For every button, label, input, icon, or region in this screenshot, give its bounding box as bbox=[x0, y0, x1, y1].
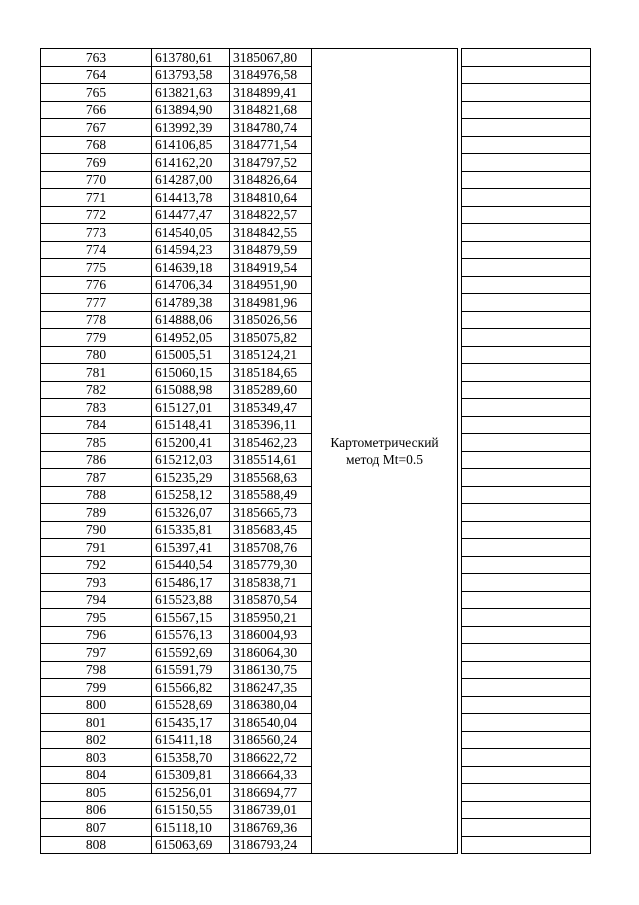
point-number-cell: 774 bbox=[41, 241, 152, 259]
empty-cell bbox=[462, 644, 591, 662]
empty-cell bbox=[462, 49, 591, 67]
empty-cell bbox=[462, 574, 591, 592]
empty-cell bbox=[462, 556, 591, 574]
table-row bbox=[41, 49, 591, 67]
empty-cell bbox=[462, 101, 591, 119]
empty-cell bbox=[462, 469, 591, 487]
empty-cell bbox=[462, 329, 591, 347]
point-number-cell: 790 bbox=[41, 521, 152, 539]
point-number-cell: 779 bbox=[41, 329, 152, 347]
point-number-cell: 793 bbox=[41, 574, 152, 592]
point-number-cell: 806 bbox=[41, 801, 152, 819]
empty-cell bbox=[462, 591, 591, 609]
y-coordinate-cell: 3185779,30 bbox=[230, 556, 312, 574]
y-coordinate-cell: 3185184,65 bbox=[230, 364, 312, 382]
point-number-cell: 780 bbox=[41, 346, 152, 364]
y-coordinate-cell: 3184780,74 bbox=[230, 119, 312, 137]
x-coordinate-cell: 615258,12 bbox=[152, 486, 230, 504]
x-coordinate-cell: 615118,10 bbox=[152, 819, 230, 837]
x-coordinate-cell: 615256,01 bbox=[152, 784, 230, 802]
point-number-cell: 766 bbox=[41, 101, 152, 119]
point-number-cell: 764 bbox=[41, 66, 152, 84]
y-coordinate-cell: 3185462,23 bbox=[230, 434, 312, 452]
empty-cell bbox=[462, 259, 591, 277]
point-number-cell: 784 bbox=[41, 416, 152, 434]
x-coordinate-cell: 615063,69 bbox=[152, 836, 230, 854]
point-number-cell: 794 bbox=[41, 591, 152, 609]
x-coordinate-cell: 613780,61 bbox=[152, 49, 230, 67]
x-coordinate-cell: 615523,88 bbox=[152, 591, 230, 609]
point-number-cell: 775 bbox=[41, 259, 152, 277]
y-coordinate-cell: 3186793,24 bbox=[230, 836, 312, 854]
y-coordinate-cell: 3185067,80 bbox=[230, 49, 312, 67]
x-coordinate-cell: 615567,15 bbox=[152, 609, 230, 627]
point-number-cell: 805 bbox=[41, 784, 152, 802]
x-coordinate-cell: 615060,15 bbox=[152, 364, 230, 382]
y-coordinate-cell: 3184821,68 bbox=[230, 101, 312, 119]
x-coordinate-cell: 615212,03 bbox=[152, 451, 230, 469]
empty-cell bbox=[462, 836, 591, 854]
method-cell: Картометрический метод Mt=0.5 bbox=[312, 49, 458, 854]
y-coordinate-cell: 3186540,04 bbox=[230, 714, 312, 732]
y-coordinate-cell: 3184981,96 bbox=[230, 294, 312, 312]
point-number-cell: 786 bbox=[41, 451, 152, 469]
y-coordinate-cell: 3186130,75 bbox=[230, 661, 312, 679]
y-coordinate-cell: 3185289,60 bbox=[230, 381, 312, 399]
x-coordinate-cell: 614106,85 bbox=[152, 136, 230, 154]
point-number-cell: 783 bbox=[41, 399, 152, 417]
point-number-cell: 763 bbox=[41, 49, 152, 67]
y-coordinate-cell: 3185124,21 bbox=[230, 346, 312, 364]
empty-cell bbox=[462, 521, 591, 539]
x-coordinate-cell: 615148,41 bbox=[152, 416, 230, 434]
x-coordinate-cell: 615150,55 bbox=[152, 801, 230, 819]
empty-cell bbox=[462, 206, 591, 224]
point-number-cell: 797 bbox=[41, 644, 152, 662]
point-number-cell: 773 bbox=[41, 224, 152, 242]
point-number-cell: 800 bbox=[41, 696, 152, 714]
y-coordinate-cell: 3184899,41 bbox=[230, 84, 312, 102]
y-coordinate-cell: 3184810,64 bbox=[230, 189, 312, 207]
y-coordinate-cell: 3184919,54 bbox=[230, 259, 312, 277]
empty-cell bbox=[462, 731, 591, 749]
point-number-cell: 807 bbox=[41, 819, 152, 837]
x-coordinate-cell: 614540,05 bbox=[152, 224, 230, 242]
y-coordinate-cell: 3185683,45 bbox=[230, 521, 312, 539]
empty-cell bbox=[462, 819, 591, 837]
point-number-cell: 765 bbox=[41, 84, 152, 102]
point-number-cell: 782 bbox=[41, 381, 152, 399]
empty-cell bbox=[462, 364, 591, 382]
x-coordinate-cell: 614477,47 bbox=[152, 206, 230, 224]
empty-cell bbox=[462, 609, 591, 627]
empty-cell bbox=[462, 539, 591, 557]
x-coordinate-cell: 614413,78 bbox=[152, 189, 230, 207]
empty-cell bbox=[462, 504, 591, 522]
x-coordinate-cell: 613821,63 bbox=[152, 84, 230, 102]
point-number-cell: 803 bbox=[41, 749, 152, 767]
point-number-cell: 798 bbox=[41, 661, 152, 679]
x-coordinate-cell: 614706,34 bbox=[152, 276, 230, 294]
y-coordinate-cell: 3186694,77 bbox=[230, 784, 312, 802]
x-coordinate-cell: 614952,05 bbox=[152, 329, 230, 347]
point-number-cell: 795 bbox=[41, 609, 152, 627]
point-number-cell: 789 bbox=[41, 504, 152, 522]
x-coordinate-cell: 615435,17 bbox=[152, 714, 230, 732]
empty-cell bbox=[462, 224, 591, 242]
x-coordinate-cell: 615309,81 bbox=[152, 766, 230, 784]
point-number-cell: 787 bbox=[41, 469, 152, 487]
point-number-cell: 802 bbox=[41, 731, 152, 749]
x-coordinate-cell: 615335,81 bbox=[152, 521, 230, 539]
y-coordinate-cell: 3185026,56 bbox=[230, 311, 312, 329]
y-coordinate-cell: 3184879,59 bbox=[230, 241, 312, 259]
y-coordinate-cell: 3185838,71 bbox=[230, 574, 312, 592]
x-coordinate-cell: 615200,41 bbox=[152, 434, 230, 452]
y-coordinate-cell: 3186064,30 bbox=[230, 644, 312, 662]
empty-cell bbox=[462, 801, 591, 819]
empty-cell bbox=[462, 661, 591, 679]
point-number-cell: 799 bbox=[41, 679, 152, 697]
y-coordinate-cell: 3184797,52 bbox=[230, 154, 312, 172]
point-number-cell: 804 bbox=[41, 766, 152, 784]
x-coordinate-cell: 614287,00 bbox=[152, 171, 230, 189]
empty-cell bbox=[462, 714, 591, 732]
y-coordinate-cell: 3185396,11 bbox=[230, 416, 312, 434]
point-number-cell: 767 bbox=[41, 119, 152, 137]
point-number-cell: 778 bbox=[41, 311, 152, 329]
x-coordinate-cell: 614888,06 bbox=[152, 311, 230, 329]
y-coordinate-cell: 3185950,21 bbox=[230, 609, 312, 627]
x-coordinate-cell: 615005,51 bbox=[152, 346, 230, 364]
empty-cell bbox=[462, 486, 591, 504]
x-coordinate-cell: 615326,07 bbox=[152, 504, 230, 522]
empty-cell bbox=[462, 311, 591, 329]
y-coordinate-cell: 3184771,54 bbox=[230, 136, 312, 154]
y-coordinate-cell: 3184842,55 bbox=[230, 224, 312, 242]
point-number-cell: 772 bbox=[41, 206, 152, 224]
empty-cell bbox=[462, 346, 591, 364]
point-number-cell: 808 bbox=[41, 836, 152, 854]
coordinates-table-body bbox=[41, 49, 591, 854]
y-coordinate-cell: 3185514,61 bbox=[230, 451, 312, 469]
empty-cell bbox=[462, 696, 591, 714]
point-number-cell: 792 bbox=[41, 556, 152, 574]
empty-cell bbox=[462, 119, 591, 137]
y-coordinate-cell: 3186769,36 bbox=[230, 819, 312, 837]
y-coordinate-cell: 3184822,57 bbox=[230, 206, 312, 224]
empty-cell bbox=[462, 294, 591, 312]
y-coordinate-cell: 3186622,72 bbox=[230, 749, 312, 767]
point-number-cell: 801 bbox=[41, 714, 152, 732]
empty-cell bbox=[462, 276, 591, 294]
x-coordinate-cell: 615592,69 bbox=[152, 644, 230, 662]
y-coordinate-cell: 3184951,90 bbox=[230, 276, 312, 294]
x-coordinate-cell: 615591,79 bbox=[152, 661, 230, 679]
y-coordinate-cell: 3185075,82 bbox=[230, 329, 312, 347]
y-coordinate-cell: 3186380,04 bbox=[230, 696, 312, 714]
y-coordinate-cell: 3185349,47 bbox=[230, 399, 312, 417]
x-coordinate-cell: 615397,41 bbox=[152, 539, 230, 557]
point-number-cell: 771 bbox=[41, 189, 152, 207]
x-coordinate-cell: 615566,82 bbox=[152, 679, 230, 697]
empty-cell bbox=[462, 154, 591, 172]
x-coordinate-cell: 613894,90 bbox=[152, 101, 230, 119]
x-coordinate-cell: 614594,23 bbox=[152, 241, 230, 259]
point-number-cell: 788 bbox=[41, 486, 152, 504]
y-coordinate-cell: 3185568,63 bbox=[230, 469, 312, 487]
y-coordinate-cell: 3186560,24 bbox=[230, 731, 312, 749]
empty-cell bbox=[462, 451, 591, 469]
point-number-cell: 785 bbox=[41, 434, 152, 452]
empty-cell bbox=[462, 189, 591, 207]
x-coordinate-cell: 615411,18 bbox=[152, 731, 230, 749]
point-number-cell: 777 bbox=[41, 294, 152, 312]
point-number-cell: 768 bbox=[41, 136, 152, 154]
empty-cell bbox=[462, 679, 591, 697]
x-coordinate-cell: 615088,98 bbox=[152, 381, 230, 399]
empty-cell bbox=[462, 136, 591, 154]
empty-cell bbox=[462, 381, 591, 399]
y-coordinate-cell: 3185588,49 bbox=[230, 486, 312, 504]
x-coordinate-cell: 613992,39 bbox=[152, 119, 230, 137]
empty-cell bbox=[462, 241, 591, 259]
coordinates-table bbox=[40, 48, 591, 854]
point-number-cell: 796 bbox=[41, 626, 152, 644]
x-coordinate-cell: 614789,38 bbox=[152, 294, 230, 312]
x-coordinate-cell: 615528,69 bbox=[152, 696, 230, 714]
point-number-cell: 769 bbox=[41, 154, 152, 172]
x-coordinate-cell: 615576,13 bbox=[152, 626, 230, 644]
empty-cell bbox=[462, 784, 591, 802]
y-coordinate-cell: 3184826,64 bbox=[230, 171, 312, 189]
x-coordinate-cell: 614162,20 bbox=[152, 154, 230, 172]
empty-cell bbox=[462, 399, 591, 417]
y-coordinate-cell: 3184976,58 bbox=[230, 66, 312, 84]
y-coordinate-cell: 3185708,76 bbox=[230, 539, 312, 557]
point-number-cell: 781 bbox=[41, 364, 152, 382]
empty-cell bbox=[462, 171, 591, 189]
x-coordinate-cell: 615440,54 bbox=[152, 556, 230, 574]
x-coordinate-cell: 613793,58 bbox=[152, 66, 230, 84]
y-coordinate-cell: 3185665,73 bbox=[230, 504, 312, 522]
y-coordinate-cell: 3186739,01 bbox=[230, 801, 312, 819]
empty-cell bbox=[462, 84, 591, 102]
empty-cell bbox=[462, 626, 591, 644]
x-coordinate-cell: 615235,29 bbox=[152, 469, 230, 487]
point-number-cell: 770 bbox=[41, 171, 152, 189]
empty-cell bbox=[462, 66, 591, 84]
empty-cell bbox=[462, 416, 591, 434]
y-coordinate-cell: 3185870,54 bbox=[230, 591, 312, 609]
empty-cell bbox=[462, 434, 591, 452]
x-coordinate-cell: 615358,70 bbox=[152, 749, 230, 767]
x-coordinate-cell: 614639,18 bbox=[152, 259, 230, 277]
x-coordinate-cell: 615127,01 bbox=[152, 399, 230, 417]
y-coordinate-cell: 3186664,33 bbox=[230, 766, 312, 784]
x-coordinate-cell: 615486,17 bbox=[152, 574, 230, 592]
y-coordinate-cell: 3186247,35 bbox=[230, 679, 312, 697]
empty-cell bbox=[462, 749, 591, 767]
y-coordinate-cell: 3186004,93 bbox=[230, 626, 312, 644]
point-number-cell: 791 bbox=[41, 539, 152, 557]
point-number-cell: 776 bbox=[41, 276, 152, 294]
empty-cell bbox=[462, 766, 591, 784]
